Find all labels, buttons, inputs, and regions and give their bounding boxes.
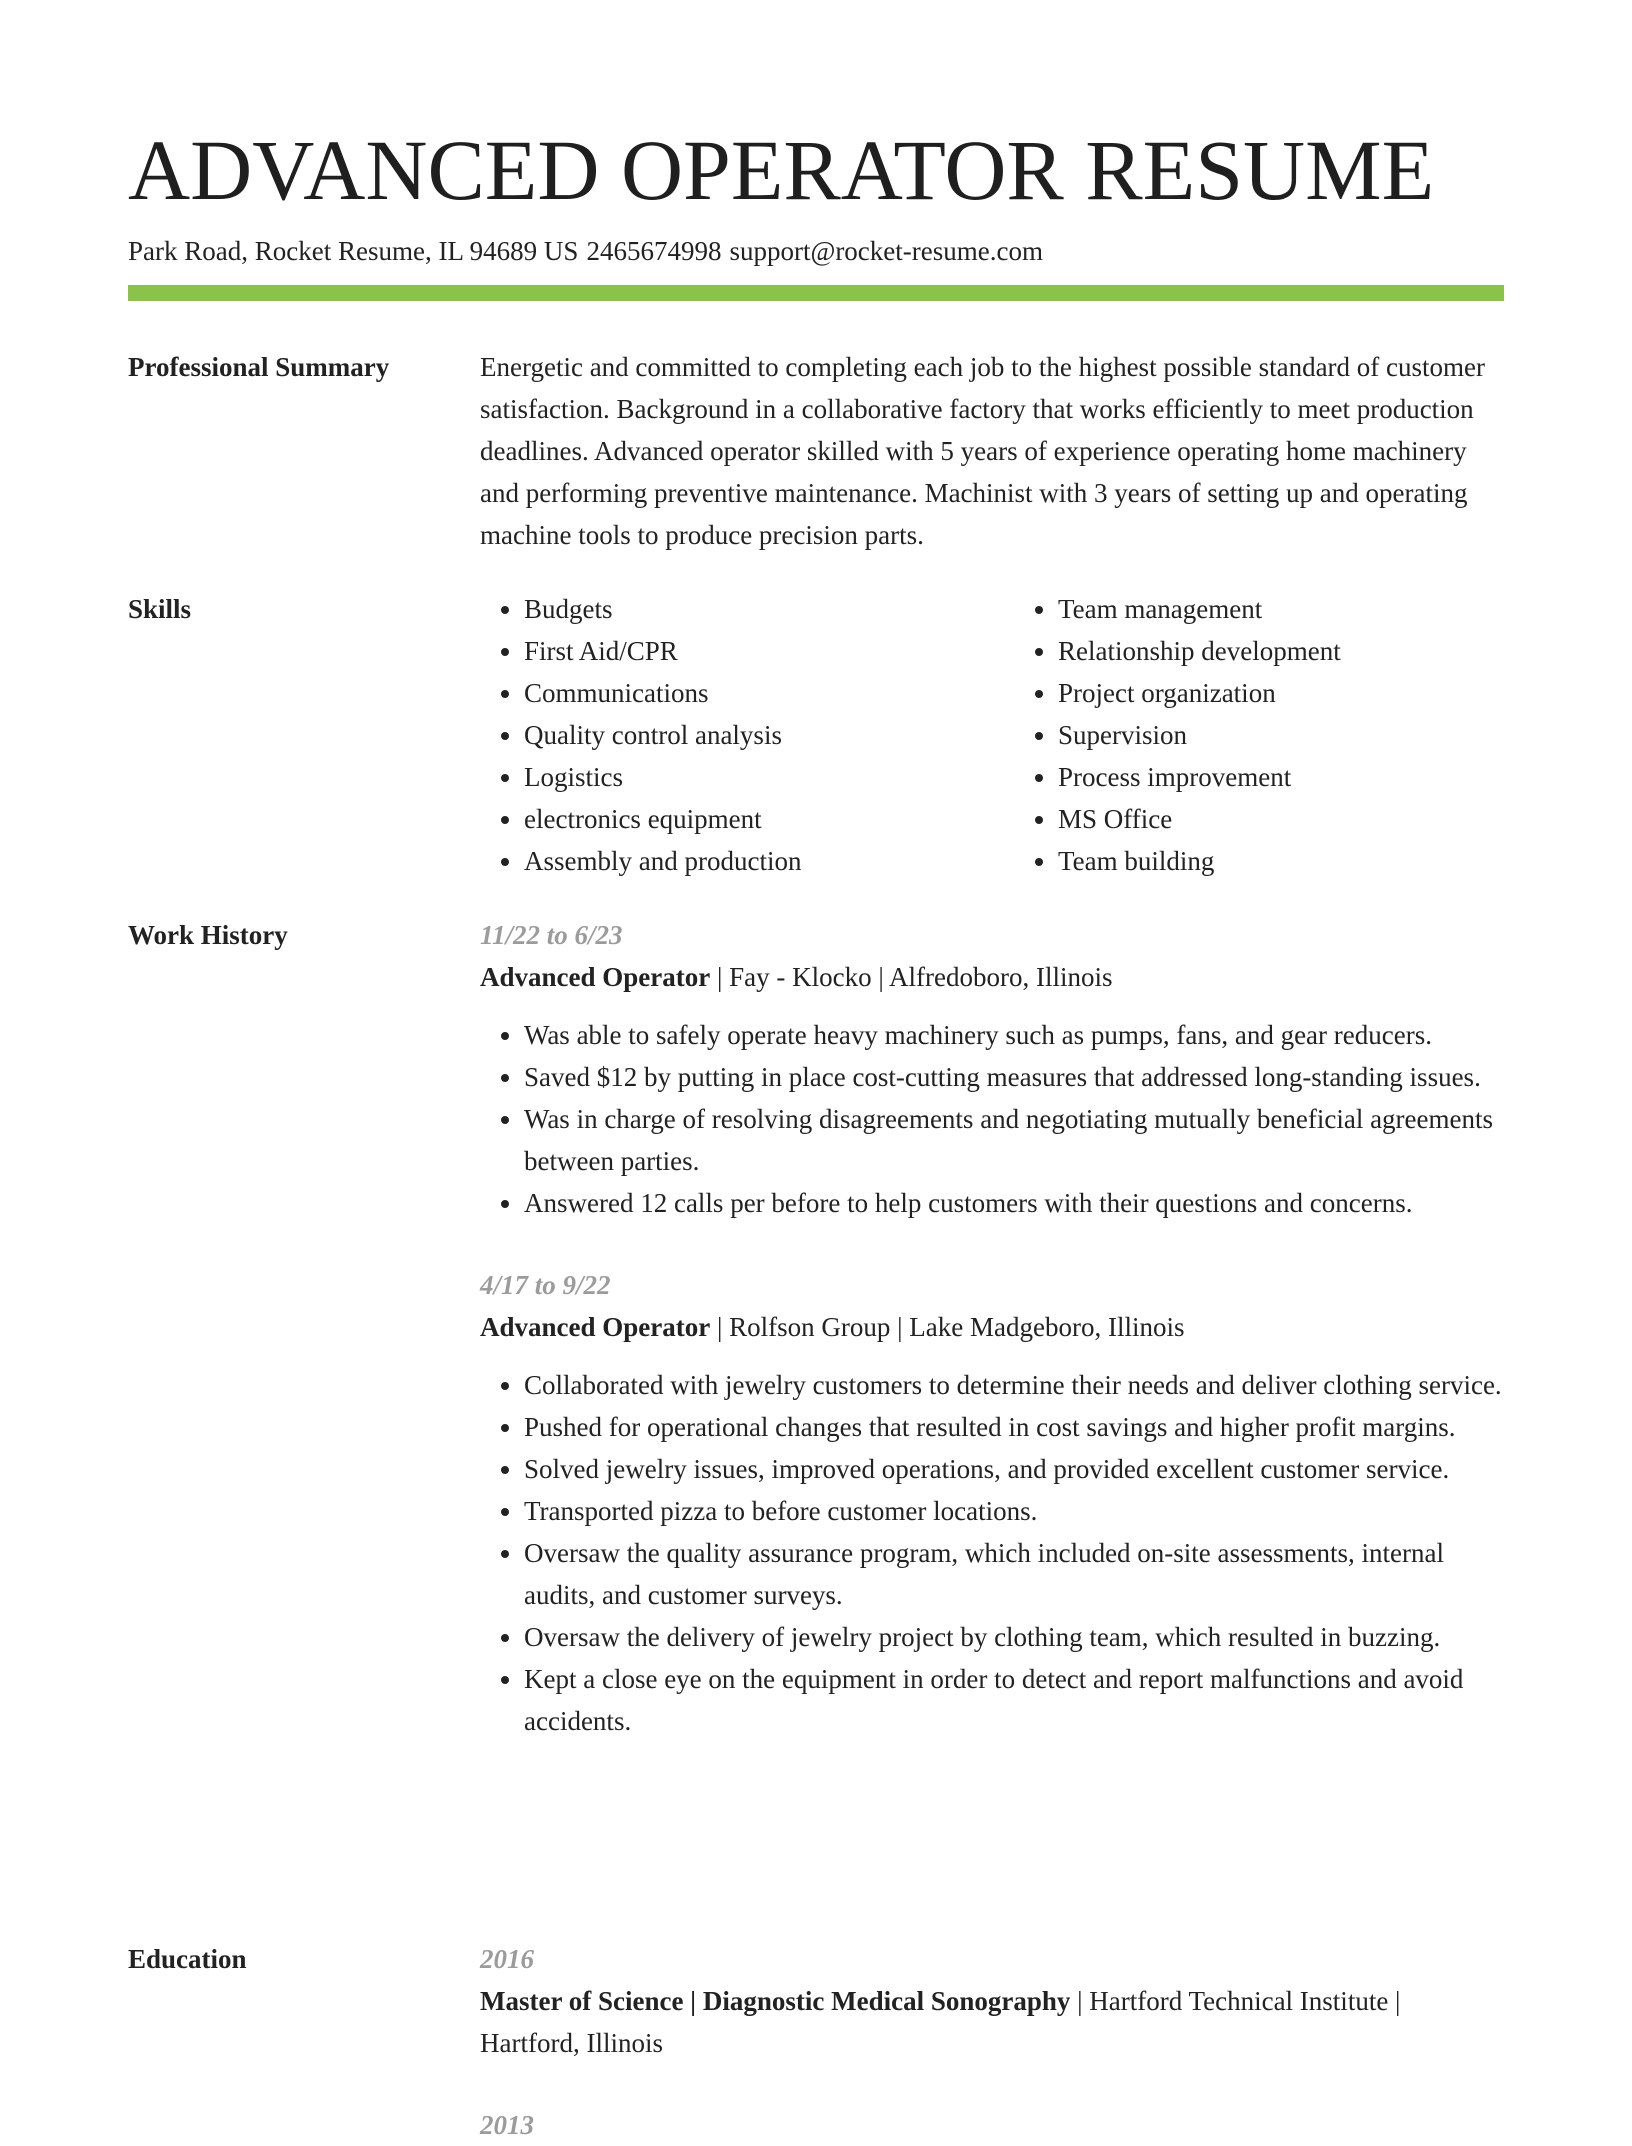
skill-item: • Team building xyxy=(1058,840,1504,882)
education-entry xyxy=(480,1938,1504,2064)
skill-item: • Quality control analysis xyxy=(524,714,970,756)
job-title: Advanced Operator xyxy=(480,1312,711,1342)
contact-address: Park Road, Rocket Resume, IL 94689 US xyxy=(128,236,579,266)
job-bullet: • Oversaw the delivery of jewelry project by clothing team, which resulted in buzzing. xyxy=(524,1616,1504,1658)
job-bullet: • Kept a close eye on the equipment in order to detect and report malfunctions and avoid accidents. xyxy=(524,1658,1504,1742)
job-bullet: • Transported pizza to before customer locations. xyxy=(524,1490,1504,1532)
job-bullet: • Collaborated with jewelry customers to determine their needs and deliver clothing service. xyxy=(524,1364,1504,1406)
education-school: | Hartford Technical Institute | Hartford, Illinois xyxy=(480,1986,1401,2058)
job-entry xyxy=(480,914,1504,1224)
job-bullets xyxy=(480,1014,1504,1224)
education-year: 2013 xyxy=(480,2110,534,2140)
job-employer: | Rolfson Group | Lake Madgeboro, Illinois xyxy=(710,1312,1185,1342)
job-bullet: • Solved jewelry issues, improved operations, and provided excellent customer service. xyxy=(524,1448,1504,1490)
resume-header xyxy=(128,118,1504,269)
skills-list-right xyxy=(1014,588,1504,882)
summary-text: Energetic and committed to completing each job to the highest possible standard of customer satisfaction. Background in a collaborative factory that works efficiently to meet production deadlines. Advanced operator skilled with 5 years of experience operating home machinery and performing preventive maintenance. Machinist with 3 years of setting up and operating machine tools to produce precision parts. xyxy=(480,352,1485,550)
job-bullet: • Was able to safely operate heavy machinery such as pumps, fans, and gear reducers. xyxy=(524,1014,1504,1056)
skill-item: • MS Office xyxy=(1058,798,1504,840)
contact-phone: 2465674998 xyxy=(586,236,722,266)
skill-item: • Budgets xyxy=(524,588,970,630)
job-bullet: • Pushed for operational changes that resulted in cost savings and higher profit margins. xyxy=(524,1406,1504,1448)
skills-list-left xyxy=(480,588,970,882)
skill-item: • Assembly and production xyxy=(524,840,970,882)
job-bullet: • Was in charge of resolving disagreements and negotiating mutually beneficial agreements between parties. xyxy=(524,1098,1504,1182)
work-history-heading: Work History xyxy=(128,920,288,950)
skill-item: • Team management xyxy=(1058,588,1504,630)
job-dates: 4/17 to 9/22 xyxy=(480,1270,611,1300)
job-heading xyxy=(480,1306,1504,1348)
skill-item: • Project organization xyxy=(1058,672,1504,714)
education-entry xyxy=(480,2104,1504,2146)
job-dates: 11/22 to 6/23 xyxy=(480,920,623,950)
skill-item: • Relationship development xyxy=(1058,630,1504,672)
education-heading: Education xyxy=(128,1944,247,1974)
summary-heading: Professional Summary xyxy=(128,352,390,382)
skill-item: • Logistics xyxy=(524,756,970,798)
contact-email: support@rocket-resume.com xyxy=(729,236,1043,266)
header-divider xyxy=(128,285,1504,301)
page-title: ADVANCED OPERATOR RESUME xyxy=(128,122,1435,218)
job-entry xyxy=(480,1264,1504,1742)
skill-item: • Process improvement xyxy=(1058,756,1504,798)
job-bullet: • Oversaw the quality assurance program, which included on-site assessments, internal audits, and customer surveys. xyxy=(524,1532,1504,1616)
skill-item: • Communications xyxy=(524,672,970,714)
job-bullets xyxy=(480,1364,1504,1742)
education-degree: Master of Science | Diagnostic Medical Sonography xyxy=(480,1986,1071,2016)
education-heading-line xyxy=(480,1980,1504,2064)
job-employer: | Fay - Klocko | Alfredoboro, Illinois xyxy=(710,962,1113,992)
job-heading xyxy=(480,956,1504,998)
skill-item: • First Aid/CPR xyxy=(524,630,970,672)
job-bullet: • Answered 12 calls per before to help customers with their questions and concerns. xyxy=(524,1182,1504,1224)
skill-item: • electronics equipment xyxy=(524,798,970,840)
job-bullet: • Saved $12 by putting in place cost-cutting measures that addressed long-standing issues. xyxy=(524,1056,1504,1098)
education-year: 2016 xyxy=(480,1944,534,1974)
skills-heading: Skills xyxy=(128,594,192,624)
contact-line xyxy=(128,233,1504,269)
skill-item: • Supervision xyxy=(1058,714,1504,756)
job-title: Advanced Operator xyxy=(480,962,711,992)
